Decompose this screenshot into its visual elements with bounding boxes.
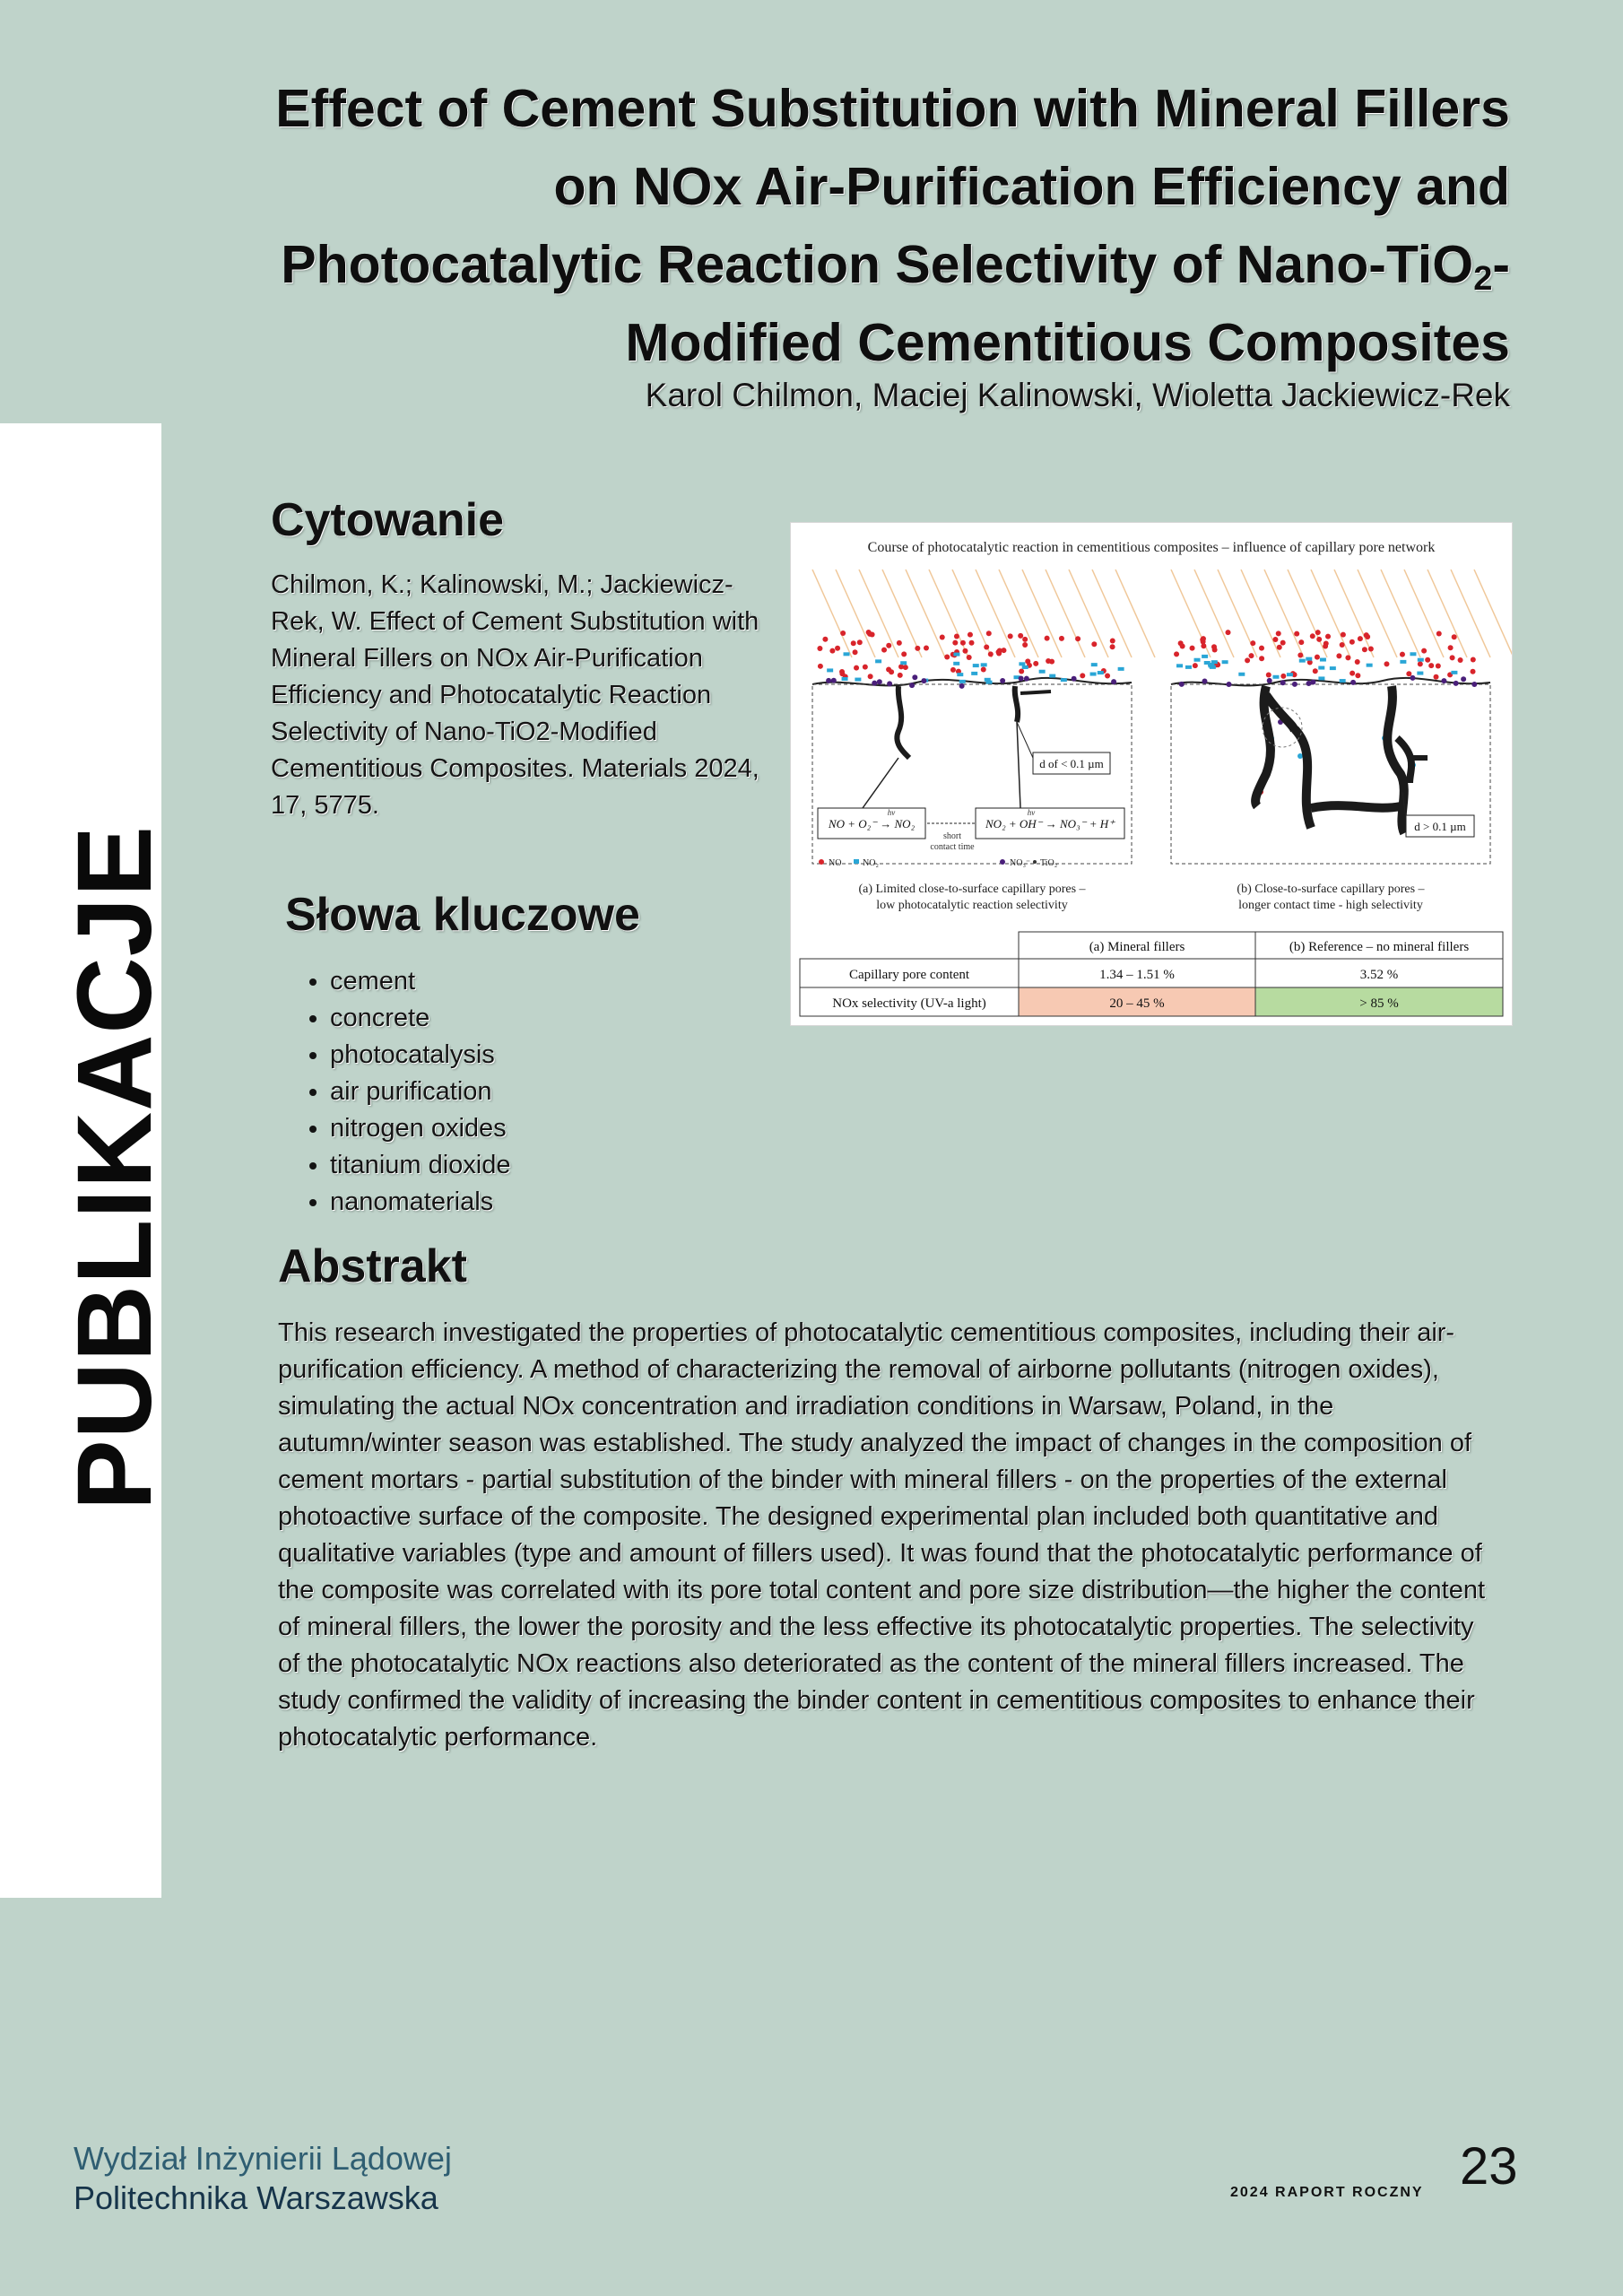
no-molecule (1434, 674, 1439, 680)
table-row2-a: 20 – 45 % (1109, 996, 1165, 1011)
title-line-1: Effect of Cement Substitution with Mineral Fillers (275, 79, 1510, 138)
no-molecule (940, 634, 945, 639)
no-molecule (853, 649, 858, 655)
caption-a-1: (a) Limited close-to-surface capillary pores – (858, 883, 1086, 896)
citation-text: Chilmon, K.; Kalinowski, M.; Jackiewicz-Rek, W. Effect of Cement Substitution with Mineral Fillers on NOx Air-Purification Efficiency and Photocatalytic Reaction Selectivity of Nano-TiO2-Modified Cementitious Composites. Materials 2024, 17, 5775. (271, 570, 759, 820)
no3-molecule (1454, 681, 1459, 686)
caption-a-2: low photocatalytic reaction selectivity (876, 899, 1068, 912)
no2-molecule (1049, 674, 1055, 678)
no2-molecule (1176, 664, 1183, 667)
no-molecule (868, 674, 873, 679)
no-molecule (1406, 671, 1411, 676)
no-molecule (886, 667, 891, 673)
table-row1-b: 3.52 % (1359, 968, 1399, 982)
eq-left: NO + O₂⁻ → NO₂ (828, 817, 916, 831)
report-label: 2024 RAPORT ROCZNY (1230, 2185, 1424, 2200)
no2-molecule (827, 668, 833, 672)
no-molecule (1364, 632, 1369, 638)
legend-no: NO (829, 858, 842, 868)
no-molecule (986, 631, 992, 636)
no-molecule (863, 665, 868, 670)
keyword-item: • cement (330, 963, 511, 1000)
no-molecule (1174, 651, 1179, 657)
no-molecule (1341, 632, 1346, 638)
no-molecule (981, 667, 986, 673)
no3-molecule (1000, 678, 1005, 683)
no-molecule (968, 632, 973, 638)
no-molecule (1458, 657, 1463, 663)
no-molecule (1110, 644, 1115, 649)
caption-b-2: longer contact time - high selectivity (1238, 899, 1423, 912)
no2-molecule (1287, 673, 1293, 676)
pore-left-3 (1020, 691, 1051, 693)
no-molecule (1384, 661, 1389, 666)
no-molecule (1315, 630, 1321, 635)
no-molecule (1400, 652, 1405, 657)
page-number: 23 (1460, 2137, 1518, 2196)
no-molecule (1248, 653, 1254, 658)
no-molecule (988, 651, 994, 657)
title-subscript: 2 (1473, 260, 1493, 298)
no-molecule (1436, 631, 1442, 636)
no2-molecule (1418, 658, 1424, 662)
no-molecule (866, 630, 872, 635)
no2-molecule (986, 681, 993, 684)
keyword-item: • titanium dioxide (330, 1147, 511, 1184)
no-molecule (1276, 631, 1281, 636)
no2-molecule (959, 680, 966, 683)
no-molecule (1110, 638, 1115, 643)
pore-right-3 (1311, 805, 1401, 808)
no-molecule (1266, 672, 1271, 677)
no-molecule (1022, 642, 1028, 648)
no-molecule (1259, 656, 1264, 661)
figure-title: Course of photocatalytic reaction in cementitious composites – influence of capillary pore network (867, 540, 1436, 555)
side-label: PUBLIKACJE (56, 825, 174, 1510)
keyword-item: • nitrogen oxides (330, 1110, 511, 1147)
no3-molecule (1280, 680, 1286, 685)
light-ray (1404, 570, 1444, 657)
pore-molecule (1298, 753, 1303, 759)
no-molecule (1345, 655, 1350, 660)
no-molecule (1340, 642, 1345, 648)
no-molecule (1018, 633, 1023, 639)
no-molecule (969, 640, 975, 646)
no-molecule (835, 646, 840, 651)
light-ray (1358, 570, 1397, 657)
no-molecule (1313, 668, 1318, 674)
abstract-text: This research investigated the properties of photocatalytic cementitious composites, including their air-purification efficiency. A method of characterizing the removal of airborne pollutants (nitrogen oxides), simulating the actual NOx concentration and irradiation conditions in Warsaw, Poland, in the autumn/winter season was established. The study analyzed the impact of changes in the composition of cement mortars - partial substitution of the binder with mineral fillers - on the properties of the external photoactive surface of the composite. The designed experimental plan included both quantitative and qualitative variables (type and amount of fillers used). It was found that the photocatalytic performance of the composite was correlated with its pore total content and pore size distribution—the higher the content of mineral fillers, the lower the porosity and the less effective its photocatalytic properties. The selectivity of the photocatalytic NOx reactions also deteriorated as the content of the mineral fillers increased. The study confirmed the validity of increasing the binder content in cementitious composites to enhance their photocatalytic performance. (278, 1318, 1486, 1752)
no-molecule (1280, 674, 1286, 679)
no2-molecule (1367, 664, 1373, 667)
no2-molecule (1320, 658, 1326, 662)
light-ray (1069, 570, 1108, 657)
no2-molecule (1090, 673, 1097, 676)
no-molecule (854, 665, 859, 671)
legend-no3: NO₃⁻ (1010, 858, 1031, 868)
caption-b-1: (b) Close-to-surface capillary pores – (1237, 883, 1425, 896)
no-molecule (1336, 653, 1341, 658)
label-d-small-pointer (1017, 722, 1033, 758)
no2-molecule (900, 661, 907, 665)
no3-molecule (1019, 676, 1024, 682)
no-molecule (1019, 668, 1024, 674)
no3-molecule (872, 681, 877, 686)
no2-molecule (1039, 670, 1046, 674)
no-molecule (1421, 648, 1427, 654)
table-col-b: (b) Reference – no mineral fillers (1289, 940, 1470, 954)
keywords-list (298, 963, 511, 1221)
no-molecule (1425, 657, 1430, 663)
table-row2-b: > 85 % (1359, 996, 1399, 1011)
no2-molecule (1417, 672, 1423, 675)
no-molecule (1294, 631, 1299, 637)
no2-molecule (1185, 665, 1192, 669)
no2-molecule (1098, 671, 1104, 674)
no-molecule (1428, 663, 1434, 668)
no-molecule (1323, 643, 1328, 648)
no2-molecule (1202, 655, 1208, 658)
table-col-a: (a) Mineral fillers (1089, 940, 1185, 954)
no2-molecule (1272, 675, 1279, 679)
table-row2-label: NOx selectivity (UV-a light) (832, 996, 986, 1011)
no3-molecule (1471, 682, 1477, 687)
no-molecule (1001, 648, 1006, 653)
eq-right-hv: hv (1027, 808, 1036, 817)
light-ray (1451, 570, 1490, 657)
light-ray (812, 570, 852, 657)
no3-molecule (1024, 676, 1029, 682)
table-row1-a: 1.34 – 1.51 % (1099, 968, 1175, 982)
no-molecule (1362, 647, 1367, 652)
light-ray (1381, 570, 1420, 657)
no-molecule (1310, 633, 1315, 639)
keyword-item: • photocatalysis (330, 1037, 511, 1074)
results-table (800, 932, 1503, 1016)
title-line-3-end: - (1492, 235, 1510, 294)
pore-left-1 (897, 686, 909, 758)
no-molecule (915, 646, 920, 651)
no-molecule (1059, 636, 1064, 641)
no2-molecule (1209, 664, 1215, 667)
no-molecule (944, 655, 950, 660)
no3-molecule (831, 678, 837, 683)
no-molecule (1201, 643, 1206, 648)
no2-molecule (855, 678, 861, 682)
graphical-abstract (790, 522, 1513, 1026)
title-line-3-main: Photocatalytic Reaction Selectivity of Nano-TiO (281, 235, 1474, 294)
no-molecule (818, 664, 823, 669)
keyword-item: • air purification (330, 1074, 511, 1110)
no-molecule (1316, 637, 1322, 642)
no2-molecule (971, 672, 977, 675)
no-molecule (817, 646, 822, 651)
eq-left-hv: hv (887, 808, 896, 817)
no-molecule (1105, 673, 1110, 678)
no2-molecule (842, 677, 848, 681)
light-ray (1241, 570, 1280, 657)
no-molecule (1245, 657, 1250, 663)
no-molecule (954, 634, 959, 639)
light-ray (1115, 570, 1155, 657)
authors: Karol Chilmon, Maciej Kalinowski, Wioletta Jackiewicz-Rek (645, 377, 1510, 413)
no-molecule (1201, 636, 1206, 641)
no-molecule (1190, 646, 1195, 651)
no-molecule (962, 648, 968, 654)
light-ray (1046, 570, 1085, 657)
legend-tio2-dot (1033, 860, 1037, 864)
no-molecule (1355, 659, 1360, 665)
no3-molecule (1267, 678, 1272, 683)
molecules (817, 630, 1477, 822)
no-molecule (1193, 663, 1198, 668)
no-molecule (1358, 636, 1363, 641)
no-molecule (1448, 645, 1454, 650)
light-ray (1474, 570, 1512, 657)
no-molecule (1259, 646, 1264, 651)
title-line-3 (138, 226, 1510, 304)
no3-molecule (959, 683, 965, 689)
light-ray (1092, 570, 1132, 657)
no2-molecule (1410, 652, 1416, 656)
no-molecule (1250, 640, 1255, 646)
no3-molecule (826, 678, 831, 683)
no2-molecule (957, 673, 963, 676)
no-molecule (1080, 673, 1085, 678)
no-molecule (1075, 636, 1081, 641)
no2-molecule (1330, 666, 1336, 670)
no2-molecule (953, 662, 959, 665)
no3-molecule (1072, 676, 1077, 682)
legend-no3-dot (1000, 859, 1005, 865)
table-row1-label: Capillary pore content (848, 968, 970, 982)
title-line-2: on NOx Air-Purification Efficiency and (553, 157, 1510, 216)
keyword-item: • nanomaterials (330, 1184, 511, 1221)
no2-molecule (1222, 660, 1228, 664)
no-molecule (897, 640, 902, 646)
no3-molecule (1441, 678, 1446, 683)
short-contact-1: short (943, 831, 961, 841)
legend-no-dot (819, 859, 824, 865)
no-molecule (967, 655, 972, 660)
no-molecule (960, 640, 966, 646)
no-molecule (1272, 637, 1278, 642)
no-molecule (1471, 669, 1476, 674)
no3-molecule (887, 681, 892, 686)
no3-molecule (1202, 678, 1207, 683)
no3-molecule (1461, 676, 1466, 682)
no3-molecule (877, 679, 882, 684)
label-d-large: d > 0.1 µm (1414, 820, 1466, 833)
no-molecule (924, 646, 929, 651)
no2-molecule (1022, 665, 1028, 669)
no-molecule (1226, 630, 1231, 635)
no2-molecule (1238, 673, 1245, 676)
no-molecule (1008, 633, 1013, 639)
no-molecule (1450, 655, 1455, 660)
no-molecule (1355, 673, 1360, 678)
no-molecule (984, 645, 989, 650)
article-title (138, 70, 1510, 382)
no2-molecule (1019, 662, 1025, 665)
pore-left-2 (1015, 686, 1018, 722)
no-molecule (1033, 661, 1038, 666)
no-molecule (898, 673, 903, 678)
no2-molecule (1306, 657, 1312, 661)
keywords-heading: Słowa kluczowe (285, 889, 640, 941)
no3-molecule (921, 678, 926, 683)
no2-molecule (1118, 667, 1124, 671)
no2-molecule (973, 664, 979, 667)
no2-molecule (953, 653, 959, 657)
no3-molecule (912, 674, 917, 680)
no-molecule (1298, 652, 1303, 657)
no-molecule (1452, 634, 1457, 639)
no-molecule (1418, 661, 1423, 666)
no-molecule (1091, 641, 1097, 647)
pore-right-2 (1295, 729, 1311, 828)
no-molecule (952, 640, 958, 646)
no-molecule (996, 650, 1002, 656)
no-molecule (851, 640, 856, 646)
no-molecule (898, 664, 904, 669)
arrow-to-eq-right (1017, 722, 1020, 808)
footer-university: Politechnika Warszawska (74, 2179, 438, 2216)
no-molecule (1178, 640, 1184, 646)
no2-molecule (1194, 658, 1201, 662)
no2-molecule (1340, 679, 1346, 683)
no2-molecule (1400, 660, 1406, 664)
no3-molecule (1410, 675, 1415, 681)
light-ray (1288, 570, 1327, 657)
no3-molecule (1179, 682, 1185, 687)
no-molecule (840, 631, 846, 636)
light-ray (976, 570, 1015, 657)
no2-molecule (1091, 663, 1098, 666)
no2-molecule (1299, 659, 1306, 663)
arrow-to-eq-left (863, 758, 898, 808)
light-rays-left (812, 570, 1155, 657)
no-molecule (1046, 658, 1051, 664)
no3-molecule (1292, 682, 1298, 687)
no2-molecule (875, 659, 881, 663)
no-molecule (1325, 634, 1331, 639)
no-molecule (1368, 647, 1374, 652)
title-line-4: Modified Cementitious Composites (625, 313, 1510, 372)
short-contact-2: contact time (930, 842, 975, 852)
no-molecule (1045, 636, 1050, 641)
no3-molecule (1306, 681, 1312, 686)
no-molecule (1211, 644, 1217, 649)
legend-tio2: TiO₂ (1040, 858, 1058, 868)
no2-molecule (981, 663, 987, 666)
footer-department: Wydział Inżynierii Lądowej (74, 2140, 452, 2177)
no-molecule (1471, 657, 1476, 662)
no-molecule (822, 637, 828, 642)
no2-molecule (1061, 678, 1067, 682)
no2-molecule (1318, 666, 1324, 670)
keyword-item: • concrete (330, 1000, 511, 1037)
no-molecule (1280, 640, 1286, 646)
no-molecule (1350, 639, 1355, 645)
no-molecule (950, 667, 956, 673)
no2-molecule (844, 652, 850, 656)
label-d-small: d of < 0.1 µm (1039, 757, 1104, 770)
citation-heading: Cytowanie (271, 494, 505, 546)
no-molecule (1436, 664, 1441, 669)
light-ray (906, 570, 945, 657)
no2-molecule (1318, 676, 1324, 680)
light-ray (999, 570, 1038, 657)
no-molecule (1022, 637, 1028, 642)
no-molecule (886, 643, 891, 648)
eq-right: NO₂ + OH⁻ → NO₃⁻ + H⁺ (985, 817, 1115, 831)
light-ray (1022, 570, 1062, 657)
light-ray (859, 570, 898, 657)
no-molecule (1277, 645, 1282, 650)
abstract-heading: Abstrakt (278, 1240, 467, 1292)
no3-molecule (1350, 680, 1356, 685)
no-molecule (881, 648, 887, 653)
no-molecule (829, 648, 835, 654)
no-molecule (1350, 671, 1355, 676)
no3-molecule (1111, 679, 1116, 684)
no3-molecule (909, 683, 915, 688)
legend-no2-dot (854, 859, 859, 864)
no-molecule (901, 651, 907, 657)
no3-molecule (1226, 682, 1231, 687)
no2-molecule (1451, 671, 1457, 674)
legend-no2: NO₂ (863, 858, 879, 868)
no-molecule (1298, 639, 1304, 645)
light-ray (1428, 570, 1467, 657)
no-molecule (857, 639, 863, 645)
no-molecule (1315, 655, 1320, 660)
